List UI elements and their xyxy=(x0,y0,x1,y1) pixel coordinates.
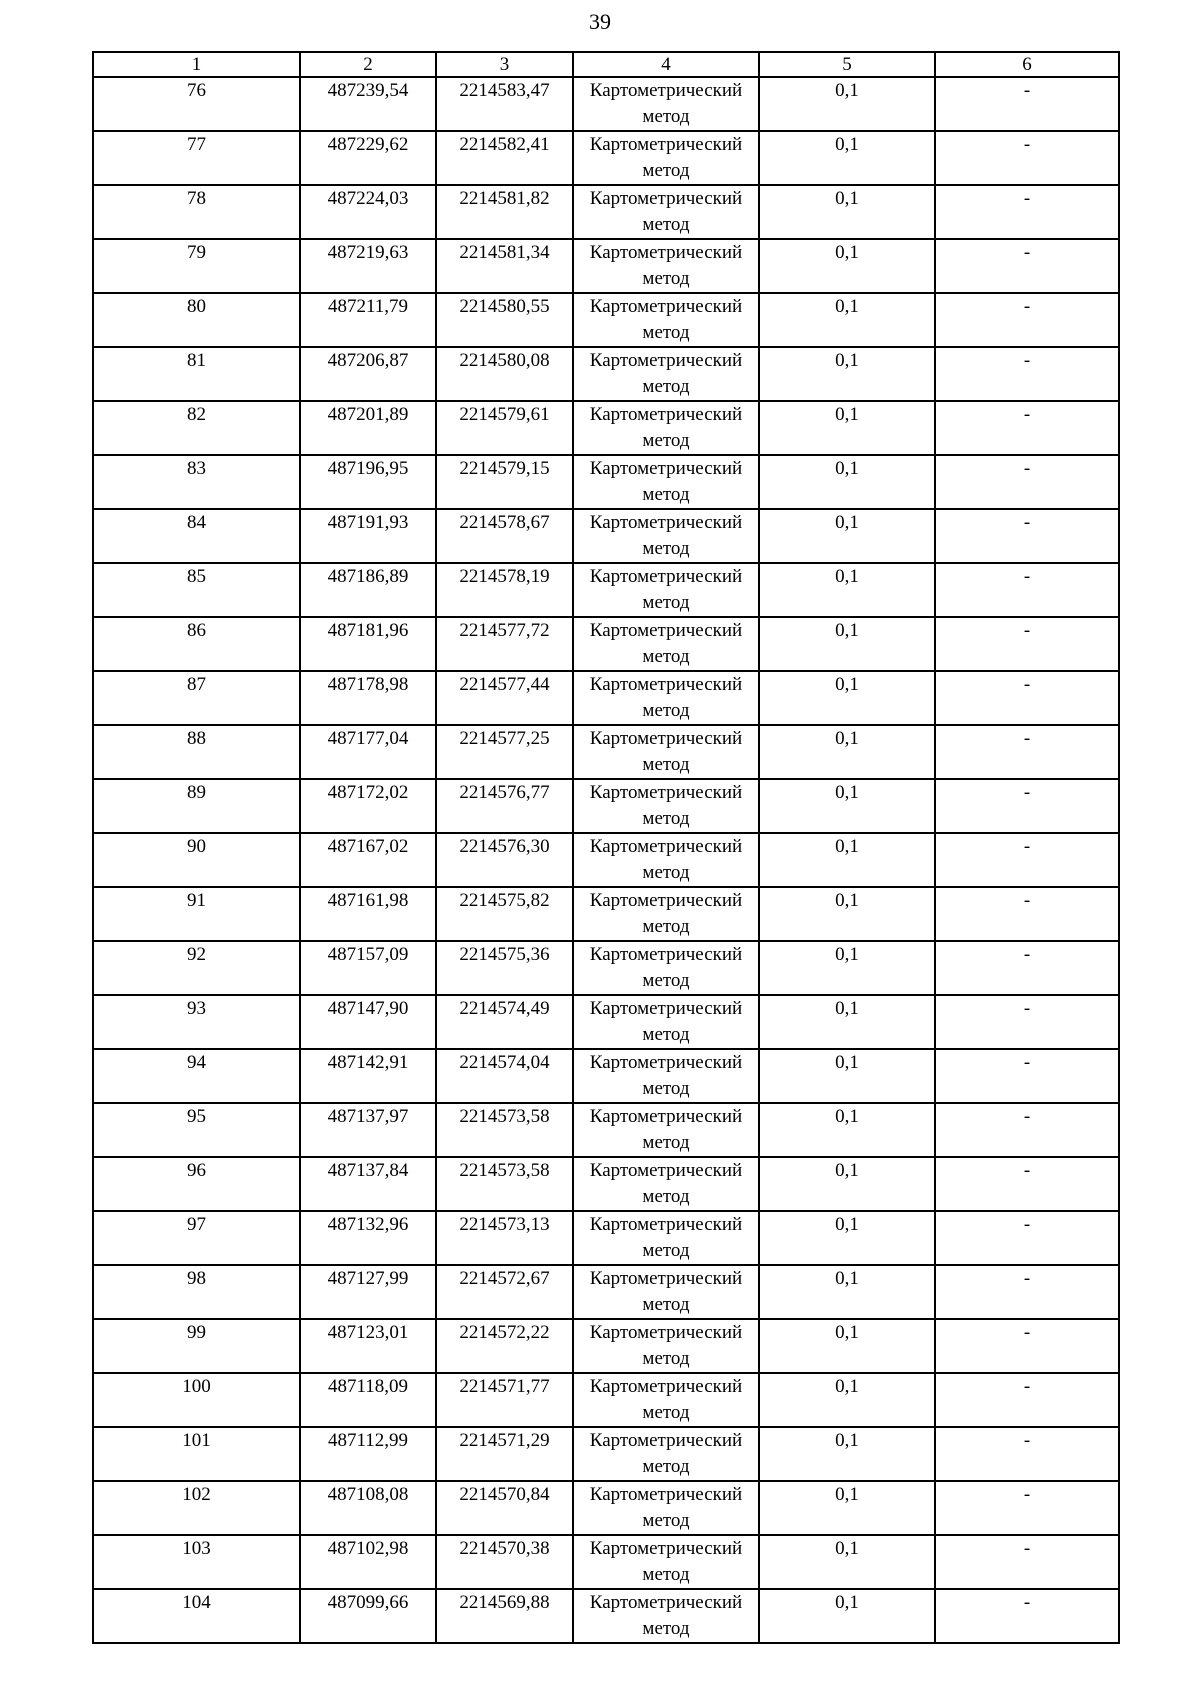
point-number-cell: 76 xyxy=(93,77,300,131)
y-coordinate-cell: 2214578,67 xyxy=(436,509,573,563)
x-coordinate-cell: 487172,02 xyxy=(300,779,436,833)
y-coordinate-cell: 2214580,08 xyxy=(436,347,573,401)
method-cell: Картометрический метод xyxy=(573,455,759,509)
x-coordinate-cell: 487137,84 xyxy=(300,1157,436,1211)
y-coordinate-cell: 2214571,77 xyxy=(436,1373,573,1427)
point-number-cell: 80 xyxy=(93,293,300,347)
method-cell: Картометрический метод xyxy=(573,1427,759,1481)
accuracy-cell: 0,1 xyxy=(759,509,935,563)
point-number-cell: 101 xyxy=(93,1427,300,1481)
header-row xyxy=(93,52,1119,77)
method-cell: Картометрический метод xyxy=(573,563,759,617)
x-coordinate-cell: 487132,96 xyxy=(300,1211,436,1265)
method-cell: Картометрический метод xyxy=(573,725,759,779)
method-cell: Картометрический метод xyxy=(573,833,759,887)
accuracy-cell: 0,1 xyxy=(759,1319,935,1373)
method-cell: Картометрический метод xyxy=(573,293,759,347)
table-row xyxy=(93,131,1119,185)
note-cell: - xyxy=(935,347,1119,401)
column-header: 2 xyxy=(300,52,436,77)
x-coordinate-cell: 487102,98 xyxy=(300,1535,436,1589)
method-cell: Картометрический метод xyxy=(573,77,759,131)
note-cell: - xyxy=(935,725,1119,779)
method-cell: Картометрический метод xyxy=(573,1265,759,1319)
point-number-cell: 98 xyxy=(93,1265,300,1319)
method-cell: Картометрический метод xyxy=(573,1589,759,1643)
point-number-cell: 86 xyxy=(93,617,300,671)
method-cell: Картометрический метод xyxy=(573,131,759,185)
x-coordinate-cell: 487123,01 xyxy=(300,1319,436,1373)
note-cell: - xyxy=(935,1535,1119,1589)
accuracy-cell: 0,1 xyxy=(759,1049,935,1103)
x-coordinate-cell: 487099,66 xyxy=(300,1589,436,1643)
y-coordinate-cell: 2214582,41 xyxy=(436,131,573,185)
note-cell: - xyxy=(935,185,1119,239)
table-row xyxy=(93,293,1119,347)
y-coordinate-cell: 2214576,77 xyxy=(436,779,573,833)
method-cell: Картометрический метод xyxy=(573,1157,759,1211)
page-number: 39 xyxy=(589,9,611,34)
table-row xyxy=(93,1265,1119,1319)
note-cell: - xyxy=(935,1265,1119,1319)
method-cell: Картометрический метод xyxy=(573,185,759,239)
accuracy-cell: 0,1 xyxy=(759,941,935,995)
y-coordinate-cell: 2214577,72 xyxy=(436,617,573,671)
accuracy-cell: 0,1 xyxy=(759,995,935,1049)
point-number-cell: 96 xyxy=(93,1157,300,1211)
y-coordinate-cell: 2214580,55 xyxy=(436,293,573,347)
note-cell: - xyxy=(935,1373,1119,1427)
y-coordinate-cell: 2214579,15 xyxy=(436,455,573,509)
table-row xyxy=(93,563,1119,617)
y-coordinate-cell: 2214573,58 xyxy=(436,1157,573,1211)
method-cell: Картометрический метод xyxy=(573,239,759,293)
note-cell: - xyxy=(935,131,1119,185)
y-coordinate-cell: 2214570,38 xyxy=(436,1535,573,1589)
method-cell: Картометрический метод xyxy=(573,401,759,455)
x-coordinate-cell: 487142,91 xyxy=(300,1049,436,1103)
accuracy-cell: 0,1 xyxy=(759,347,935,401)
note-cell: - xyxy=(935,77,1119,131)
accuracy-cell: 0,1 xyxy=(759,1103,935,1157)
y-coordinate-cell: 2214572,22 xyxy=(436,1319,573,1373)
x-coordinate-cell: 487147,90 xyxy=(300,995,436,1049)
note-cell: - xyxy=(935,671,1119,725)
method-cell: Картометрический метод xyxy=(573,1373,759,1427)
note-cell: - xyxy=(935,455,1119,509)
column-header: 6 xyxy=(935,52,1119,77)
point-number-cell: 93 xyxy=(93,995,300,1049)
point-number-cell: 102 xyxy=(93,1481,300,1535)
point-number-cell: 91 xyxy=(93,887,300,941)
method-cell: Картометрический метод xyxy=(573,1103,759,1157)
note-cell: - xyxy=(935,1103,1119,1157)
point-number-cell: 84 xyxy=(93,509,300,563)
note-cell: - xyxy=(935,1589,1119,1643)
y-coordinate-cell: 2214579,61 xyxy=(436,401,573,455)
note-cell: - xyxy=(935,239,1119,293)
y-coordinate-cell: 2214583,47 xyxy=(436,77,573,131)
table-row xyxy=(93,725,1119,779)
method-cell: Картометрический метод xyxy=(573,941,759,995)
column-header: 5 xyxy=(759,52,935,77)
note-cell: - xyxy=(935,1157,1119,1211)
x-coordinate-cell: 487201,89 xyxy=(300,401,436,455)
note-cell: - xyxy=(935,617,1119,671)
y-coordinate-cell: 2214573,13 xyxy=(436,1211,573,1265)
note-cell: - xyxy=(935,833,1119,887)
x-coordinate-cell: 487112,99 xyxy=(300,1427,436,1481)
point-number-cell: 78 xyxy=(93,185,300,239)
accuracy-cell: 0,1 xyxy=(759,293,935,347)
point-number-cell: 90 xyxy=(93,833,300,887)
point-number-cell: 81 xyxy=(93,347,300,401)
x-coordinate-cell: 487161,98 xyxy=(300,887,436,941)
accuracy-cell: 0,1 xyxy=(759,725,935,779)
method-cell: Картометрический метод xyxy=(573,887,759,941)
table-row xyxy=(93,671,1119,725)
x-coordinate-cell: 487211,79 xyxy=(300,293,436,347)
x-coordinate-cell: 487181,96 xyxy=(300,617,436,671)
point-number-cell: 87 xyxy=(93,671,300,725)
accuracy-cell: 0,1 xyxy=(759,779,935,833)
note-cell: - xyxy=(935,1481,1119,1535)
x-coordinate-cell: 487196,95 xyxy=(300,455,436,509)
coordinates-table xyxy=(92,51,1120,1644)
table-row xyxy=(93,1157,1119,1211)
point-number-cell: 100 xyxy=(93,1373,300,1427)
point-number-cell: 92 xyxy=(93,941,300,995)
table-row xyxy=(93,1373,1119,1427)
note-cell: - xyxy=(935,509,1119,563)
table-row xyxy=(93,941,1119,995)
y-coordinate-cell: 2214575,36 xyxy=(436,941,573,995)
point-number-cell: 104 xyxy=(93,1589,300,1643)
table-row xyxy=(93,995,1119,1049)
y-coordinate-cell: 2214574,49 xyxy=(436,995,573,1049)
table-row xyxy=(93,509,1119,563)
y-coordinate-cell: 2214571,29 xyxy=(436,1427,573,1481)
accuracy-cell: 0,1 xyxy=(759,1535,935,1589)
note-cell: - xyxy=(935,563,1119,617)
accuracy-cell: 0,1 xyxy=(759,1427,935,1481)
accuracy-cell: 0,1 xyxy=(759,131,935,185)
point-number-cell: 79 xyxy=(93,239,300,293)
accuracy-cell: 0,1 xyxy=(759,455,935,509)
table-row xyxy=(93,833,1119,887)
y-coordinate-cell: 2214581,82 xyxy=(436,185,573,239)
table-row xyxy=(93,887,1119,941)
method-cell: Картометрический метод xyxy=(573,617,759,671)
method-cell: Картометрический метод xyxy=(573,995,759,1049)
method-cell: Картометрический метод xyxy=(573,671,759,725)
accuracy-cell: 0,1 xyxy=(759,1157,935,1211)
table-row xyxy=(93,1103,1119,1157)
accuracy-cell: 0,1 xyxy=(759,1373,935,1427)
table-row xyxy=(93,347,1119,401)
accuracy-cell: 0,1 xyxy=(759,1265,935,1319)
method-cell: Картометрический метод xyxy=(573,509,759,563)
accuracy-cell: 0,1 xyxy=(759,833,935,887)
point-number-cell: 89 xyxy=(93,779,300,833)
x-coordinate-cell: 487239,54 xyxy=(300,77,436,131)
column-header: 1 xyxy=(93,52,300,77)
accuracy-cell: 0,1 xyxy=(759,401,935,455)
y-coordinate-cell: 2214581,34 xyxy=(436,239,573,293)
point-number-cell: 88 xyxy=(93,725,300,779)
x-coordinate-cell: 487118,09 xyxy=(300,1373,436,1427)
note-cell: - xyxy=(935,887,1119,941)
table-row xyxy=(93,1211,1119,1265)
note-cell: - xyxy=(935,1319,1119,1373)
point-number-cell: 99 xyxy=(93,1319,300,1373)
x-coordinate-cell: 487229,62 xyxy=(300,131,436,185)
note-cell: - xyxy=(935,779,1119,833)
point-number-cell: 82 xyxy=(93,401,300,455)
method-cell: Картометрический метод xyxy=(573,1049,759,1103)
table-row xyxy=(93,239,1119,293)
point-number-cell: 94 xyxy=(93,1049,300,1103)
table-row xyxy=(93,1589,1119,1643)
y-coordinate-cell: 2214577,25 xyxy=(436,725,573,779)
note-cell: - xyxy=(935,401,1119,455)
point-number-cell: 97 xyxy=(93,1211,300,1265)
x-coordinate-cell: 487157,09 xyxy=(300,941,436,995)
table-row xyxy=(93,1049,1119,1103)
accuracy-cell: 0,1 xyxy=(759,1211,935,1265)
accuracy-cell: 0,1 xyxy=(759,239,935,293)
x-coordinate-cell: 487206,87 xyxy=(300,347,436,401)
method-cell: Картометрический метод xyxy=(573,1535,759,1589)
y-coordinate-cell: 2214572,67 xyxy=(436,1265,573,1319)
column-header: 3 xyxy=(436,52,573,77)
y-coordinate-cell: 2214569,88 xyxy=(436,1589,573,1643)
point-number-cell: 103 xyxy=(93,1535,300,1589)
table-row xyxy=(93,617,1119,671)
accuracy-cell: 0,1 xyxy=(759,671,935,725)
table-row xyxy=(93,455,1119,509)
method-cell: Картометрический метод xyxy=(573,347,759,401)
x-coordinate-cell: 487219,63 xyxy=(300,239,436,293)
x-coordinate-cell: 487186,89 xyxy=(300,563,436,617)
y-coordinate-cell: 2214576,30 xyxy=(436,833,573,887)
x-coordinate-cell: 487108,08 xyxy=(300,1481,436,1535)
x-coordinate-cell: 487127,99 xyxy=(300,1265,436,1319)
point-number-cell: 85 xyxy=(93,563,300,617)
y-coordinate-cell: 2214577,44 xyxy=(436,671,573,725)
note-cell: - xyxy=(935,1049,1119,1103)
table-row xyxy=(93,1319,1119,1373)
note-cell: - xyxy=(935,1427,1119,1481)
point-number-cell: 83 xyxy=(93,455,300,509)
method-cell: Картометрический метод xyxy=(573,1319,759,1373)
table-row xyxy=(93,1535,1119,1589)
method-cell: Картометрический метод xyxy=(573,779,759,833)
x-coordinate-cell: 487167,02 xyxy=(300,833,436,887)
note-cell: - xyxy=(935,995,1119,1049)
table-row xyxy=(93,401,1119,455)
table-row xyxy=(93,1427,1119,1481)
x-coordinate-cell: 487191,93 xyxy=(300,509,436,563)
note-cell: - xyxy=(935,1211,1119,1265)
point-number-cell: 77 xyxy=(93,131,300,185)
accuracy-cell: 0,1 xyxy=(759,617,935,671)
table-header xyxy=(93,52,1119,77)
table-row xyxy=(93,779,1119,833)
x-coordinate-cell: 487137,97 xyxy=(300,1103,436,1157)
x-coordinate-cell: 487177,04 xyxy=(300,725,436,779)
x-coordinate-cell: 487224,03 xyxy=(300,185,436,239)
table-row xyxy=(93,77,1119,131)
column-header: 4 xyxy=(573,52,759,77)
method-cell: Картометрический метод xyxy=(573,1211,759,1265)
y-coordinate-cell: 2214575,82 xyxy=(436,887,573,941)
accuracy-cell: 0,1 xyxy=(759,1481,935,1535)
accuracy-cell: 0,1 xyxy=(759,563,935,617)
table-row xyxy=(93,1481,1119,1535)
table-body xyxy=(93,77,1119,1643)
accuracy-cell: 0,1 xyxy=(759,887,935,941)
y-coordinate-cell: 2214573,58 xyxy=(436,1103,573,1157)
y-coordinate-cell: 2214574,04 xyxy=(436,1049,573,1103)
accuracy-cell: 0,1 xyxy=(759,77,935,131)
x-coordinate-cell: 487178,98 xyxy=(300,671,436,725)
note-cell: - xyxy=(935,941,1119,995)
accuracy-cell: 0,1 xyxy=(759,1589,935,1643)
point-number-cell: 95 xyxy=(93,1103,300,1157)
method-cell: Картометрический метод xyxy=(573,1481,759,1535)
accuracy-cell: 0,1 xyxy=(759,185,935,239)
note-cell: - xyxy=(935,293,1119,347)
table-row xyxy=(93,185,1119,239)
y-coordinate-cell: 2214578,19 xyxy=(436,563,573,617)
y-coordinate-cell: 2214570,84 xyxy=(436,1481,573,1535)
